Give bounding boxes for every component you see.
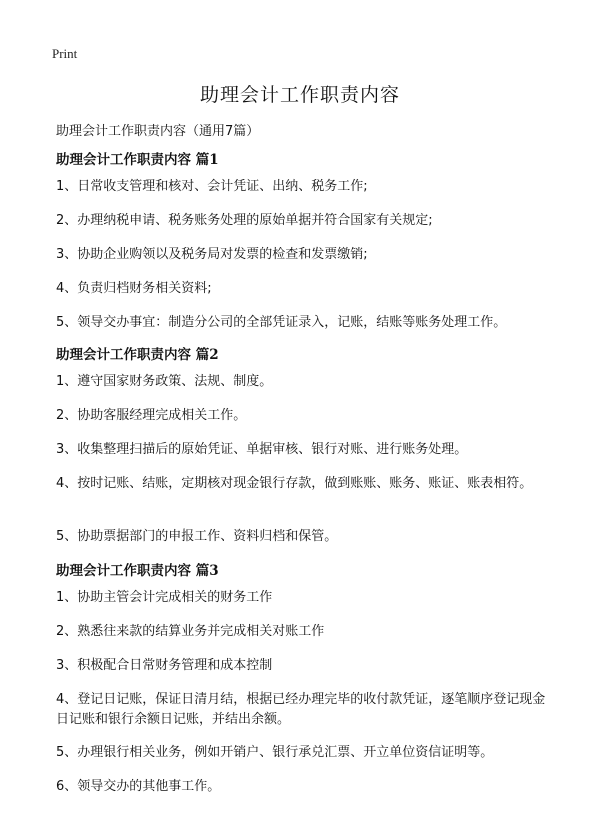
section-heading: 助理会计工作职责内容 篇1 [56,152,219,168]
list-item: 5、协助票据部门的申报工作、资料归档和保管。 [56,529,338,544]
section-heading: 助理会计工作职责内容 篇2 [56,347,219,363]
list-item: 5、办理银行相关业务，例如开销户、银行承兑汇票、开立单位资信证明等。 [56,745,494,760]
list-item: 4、登记日记账，保证日清月结，根据已经办理完毕的收付款凭证，逐笔顺序登记现金日记账和银行余额日记账，并结出余额。 [56,692,546,727]
section-1 [56,150,556,345]
list-item: 4、按时记账、结账，定期核对现金银行存款，做到账账、账务、账证、账表相符。 [56,476,533,491]
list-item: 2、熟悉往来款的结算业务并完成相关对账工作 [56,624,325,639]
list-item: 3、积极配合日常财务管理和成本控制 [56,658,273,673]
section-heading: 助理会计工作职责内容 篇3 [56,563,219,579]
list-item: 2、协助客服经理完成相关工作。 [56,408,247,423]
document-subtitle: 助理会计工作职责内容（通用7篇） [56,124,260,139]
section-2 [56,345,556,561]
list-item: 1、协助主管会计完成相关的财务工作 [56,590,273,605]
list-item: 4、负责归档财务相关资料; [56,281,212,296]
section-3 [56,561,556,811]
document-title: 助理会计工作职责内容 [199,84,400,106]
list-item: 1、日常收支管理和核对、会计凭证、出纳、税务工作; [56,179,368,194]
list-item: 3、协助企业购领以及税务局对发票的检查和发票缴销; [56,247,368,262]
list-item: 5、领导交办事宜：制造分公司的全部凭证录入，记账，结账等账务处理工作。 [56,315,507,330]
document-body [56,150,556,811]
list-item: 3、收集整理扫描后的原始凭证、单据审核、银行对账、进行账务处理。 [56,442,468,457]
list-item: 1、遵守国家财务政策、法规、制度。 [56,374,273,389]
print-label: Print [52,46,78,61]
list-item: 2、办理纳税申请、税务账务处理的原始单据并符合国家有关规定; [56,213,433,228]
list-item: 6、领导交办的其他事工作。 [56,779,221,794]
